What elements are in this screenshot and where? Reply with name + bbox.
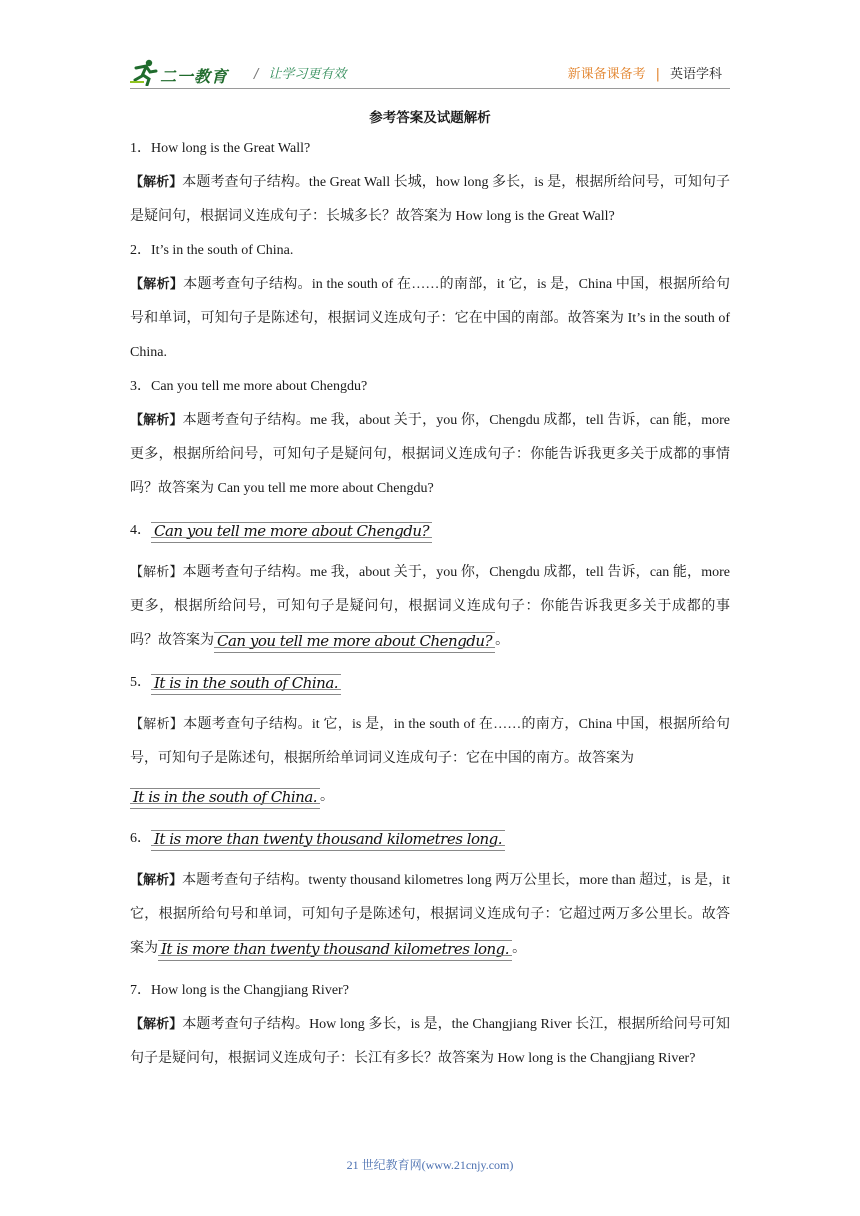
analysis-3	[130, 404, 730, 506]
item-number: 7．	[130, 983, 151, 998]
item-number: 5．	[130, 675, 151, 690]
analysis-label: 【解析】	[130, 717, 184, 732]
handwritten-answer-inline: Can you tell me more about Chengdu?	[214, 631, 495, 651]
handwritten-answer-inline: It is in the south of China.	[130, 787, 320, 807]
analysis-text: 本题考查句子结构。me 我，about 关于，you 你，Chengdu 成都，tell 告诉，can 能，more 更多，根据所给问号，可知句子是疑问句，根据词义连成句子：你能告诉我更多关于成都的事情吗？故答案为 Can you tell me more about Chengdu?	[130, 413, 730, 496]
answer-item-2	[130, 234, 730, 268]
analysis-label: 【解析】	[130, 277, 184, 292]
answer-text: It’s in the south of China.	[151, 243, 294, 258]
header-slogan	[254, 63, 346, 82]
analysis-text: 本题考查句子结构。twenty thousand kilometres long 两万公里长，more than 超过，is 是，it 它，根据所给句号和单词，可知句子是陈述句，根据词义连成句子：它超过两万多公里长。故答案为	[130, 873, 730, 956]
runner-logo-icon	[130, 58, 160, 86]
analysis-text: 本题考查句子结构。it 它，is 是，in the south of 在……的南方，China 中国，根据所给句号，可知句子是陈述句，根据所给单词词义连成句子：它在中国的南方。故答案为	[130, 717, 730, 766]
analysis-1	[130, 166, 730, 234]
answer-text: Can you tell me more about Chengdu?	[151, 379, 368, 394]
answer-text: How long is the Changjiang River?	[151, 983, 349, 998]
answer-item-3	[130, 370, 730, 404]
analysis-label: 【解析】	[130, 565, 183, 580]
analysis-label: 【解析】	[130, 413, 183, 428]
answer-item-5	[130, 666, 730, 700]
analysis-label: 【解析】	[130, 1017, 183, 1032]
analysis-4: 【解析】本题考查句子结构。me 我，about 关于，you 你，Chengdu 成都，tell 告诉，can 能，more 更多，根据所给问号，可知句子是疑问句，根据词义连成句子：你能告诉我更多关于成都的事吗？故答案为 Can you tell me more about Chengdu? 。	[130, 556, 730, 658]
analysis-label: 【解析】	[130, 175, 183, 190]
analysis-6: 【解析】本题考查句子结构。twenty thousand kilometres long 两万公里长，more than 超过，is 是，it 它，根据所给句号和单词，可知句子是陈述句，根据词义连成句子：它超过两万多公里长。故答案为 It is more than twenty thousand kilometres long. 。	[130, 864, 730, 966]
document-title: 参考答案及试题解析	[369, 110, 491, 126]
item-number: 4．	[130, 523, 151, 538]
analysis-2	[130, 268, 730, 370]
item-number: 3．	[130, 379, 151, 394]
item-number: 6．	[130, 831, 151, 846]
analysis-label: 【解析】	[130, 873, 183, 888]
slogan-slash: /	[254, 67, 259, 82]
item-number: 1．	[130, 141, 151, 156]
answer-item-1	[130, 132, 730, 166]
handwritten-answer-inline: It is more than twenty thousand kilometres long.	[158, 939, 512, 959]
header-subject	[568, 63, 722, 82]
logo	[130, 58, 238, 86]
answer-list	[130, 132, 730, 1076]
analysis-5	[130, 708, 730, 776]
page-footer: 21 世纪教育网(www.21cnjy.com)	[346, 1158, 514, 1172]
analysis-text: 本题考查句子结构。in the south of 在……的南部，it 它，is 是，China 中国，根据所给句号和单词，可知句子是陈述句，根据词义连成句子：它在中国的南部。故答案为 It’s in the south of China.	[130, 277, 730, 360]
handwritten-answer: It is more than twenty thousand kilometres long.	[151, 829, 505, 849]
header-separator: |	[655, 67, 660, 82]
analysis-text: 本题考查句子结构。me 我，about 关于，you 你，Chengdu 成都，tell 告诉，can 能，more 更多，根据所给问号，可知句子是疑问句，根据词义连成句子：你能告诉我更多关于成都的事吗？故答案为	[130, 565, 730, 648]
handwritten-answer: It is in the south of China.	[151, 673, 341, 693]
analysis-text: 本题考查句子结构。the Great Wall 长城，how long 多长，is 是，根据所给问号，可知句子是疑问句，根据词义连成句子：长城多长？故答案为 How long is the Great Wall?	[130, 175, 730, 224]
answer-text: How long is the Great Wall?	[151, 141, 311, 156]
analysis-5-answer: It is in the south of China. 。	[130, 780, 730, 814]
page-header	[130, 52, 730, 92]
logo-text: 二一教育	[160, 67, 229, 86]
header-divider	[130, 88, 730, 89]
answer-item-7	[130, 974, 730, 1008]
analysis-text: 本题考查句子结构。How long 多长，is 是，the Changjiang River 长江，根据所给问号可知句子是疑问句，根据词义连成句子：长江有多长？故答案为 How long is the Changjiang River?	[130, 1017, 730, 1066]
item-number: 2．	[130, 243, 151, 258]
analysis-7	[130, 1008, 730, 1076]
header-course-label: 新课备课备考	[567, 67, 646, 82]
handwritten-answer: Can you tell me more about Chengdu?	[151, 521, 432, 541]
answer-item-4	[130, 514, 730, 548]
slogan-text: 让学习更有效	[268, 67, 347, 82]
answer-item-6	[130, 822, 730, 856]
header-subject-label: 英语学科	[669, 67, 722, 82]
